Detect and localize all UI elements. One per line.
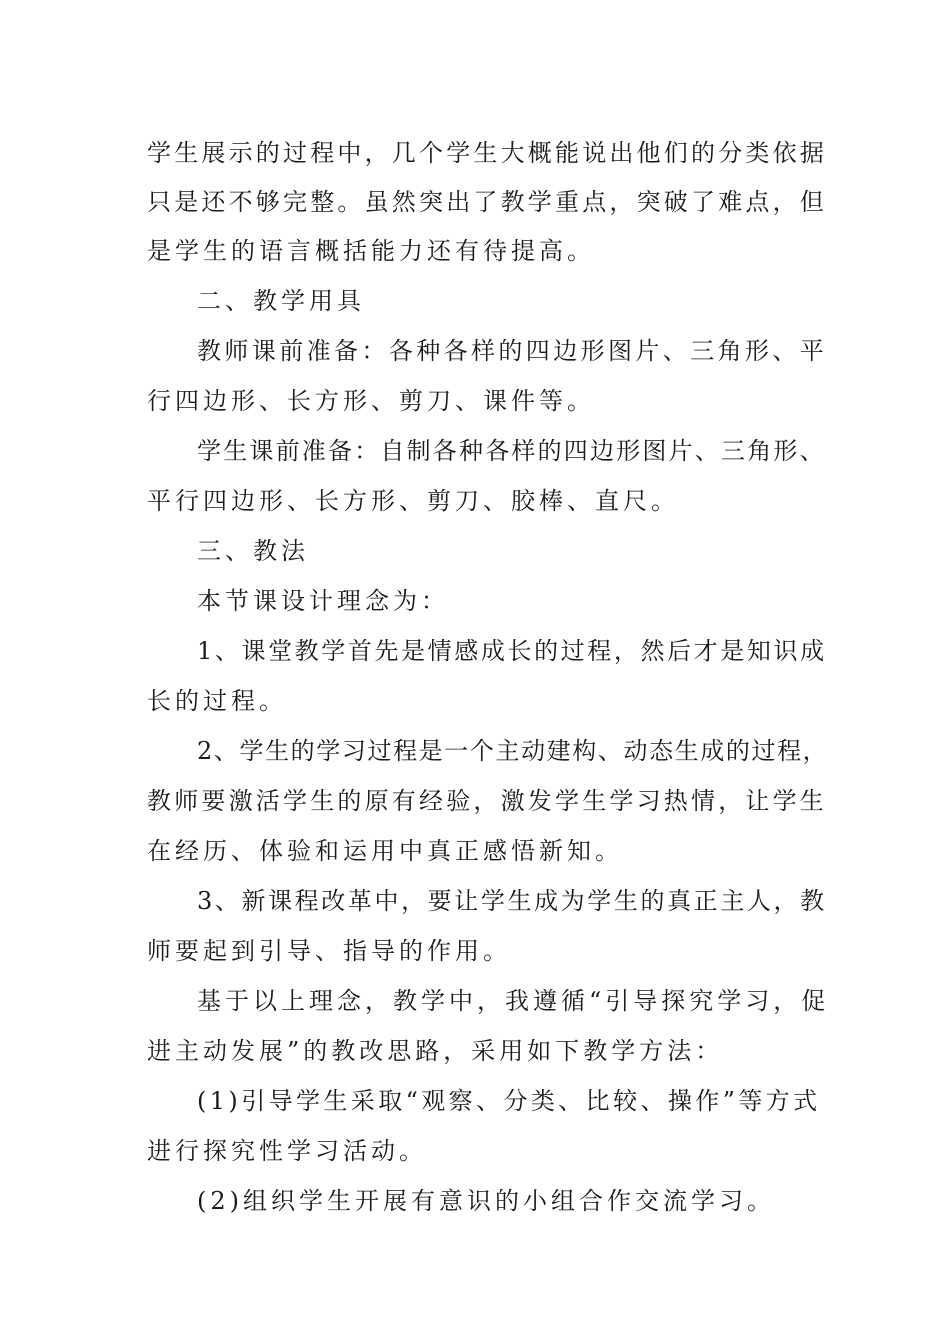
text-line: 学生展示的过程中，几个学生大概能说出他们的分类依据: [147, 139, 827, 167]
text-line: 进主动发展”的教改思路，采用如下教学方法：: [147, 1037, 724, 1065]
text-line: 师要起到引导、指导的作用。: [147, 937, 511, 965]
text-line: 长的过程。: [147, 687, 287, 715]
text-line: 教师课前准备：各种各样的四边形图片、三角形、平: [197, 337, 828, 365]
text-line: 教师要激活学生的原有经验，激发学生学习热情，让学生: [147, 787, 827, 815]
text-line: 平行四边形、长方形、剪刀、胶棒、直尺。: [147, 487, 679, 515]
text-line: 本节课设计理念为：: [197, 587, 449, 615]
section-heading: 三、教法: [197, 537, 309, 565]
list-item: (1)引导学生采取“观察、分类、比较、操作”等方式: [197, 1087, 821, 1115]
list-item: 1、课堂教学首先是情感成长的过程，然后才是知识成: [197, 637, 827, 665]
section-heading: 二、教学用具: [197, 287, 365, 315]
text-line: 行四边形、长方形、剪刀、课件等。: [147, 387, 595, 415]
text-line: 进行探究性学习活动。: [147, 1137, 427, 1165]
text-line: 是学生的语言概括能力还有待提高。: [147, 237, 595, 265]
list-item: 3、新课程改革中，要让学生成为学生的真正主人，教: [197, 887, 827, 915]
list-item: 2、学生的学习过程是一个主动建构、动态生成的过程，: [197, 737, 829, 765]
list-item: (2)组织学生开展有意识的小组合作交流学习。: [197, 1187, 775, 1215]
text-line: 在经历、体验和运用中真正感悟新知。: [147, 837, 623, 865]
text-line: 只是还不够完整。虽然突出了教学重点，突破了难点，但: [147, 188, 827, 216]
text-line: 学生课前准备：自制各种各样的四边形图片、三角形、: [197, 437, 826, 465]
text-line: 基于以上理念，教学中，我遵循“引导探究学习，促: [197, 987, 830, 1015]
